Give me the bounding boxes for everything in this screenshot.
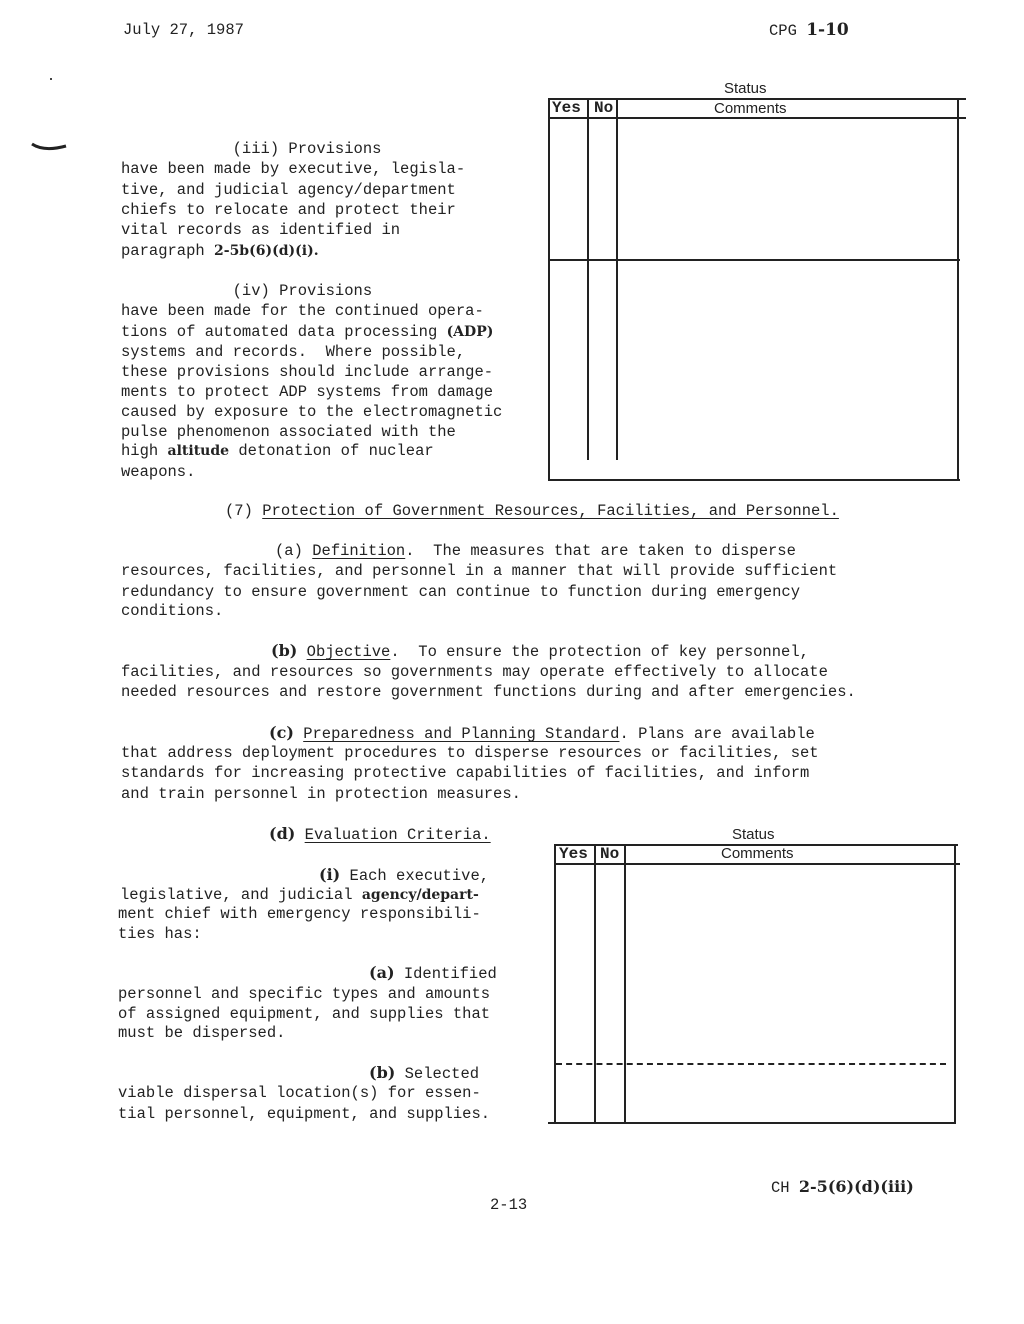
item-iv-line: ments to protect ADP systems from damage bbox=[121, 383, 494, 401]
para-b-heading: Objective bbox=[306, 643, 391, 661]
agency-department-word: agency/depart- bbox=[361, 887, 479, 903]
item-iv-line9-suffix: detonation of nuclear bbox=[229, 442, 434, 460]
para-d-label: (d) bbox=[269, 824, 296, 843]
para-a-label: (a) bbox=[275, 542, 313, 560]
item-iv-line: have been made for the continued opera- bbox=[121, 302, 484, 320]
item-iii-line: chiefs to relocate and protect their bbox=[121, 201, 456, 219]
para-a-line: conditions. bbox=[121, 602, 224, 620]
table1-top-border bbox=[548, 98, 966, 100]
item-d-i-a-line: of assigned equipment, and supplies that bbox=[118, 1005, 491, 1023]
item-iii-line: tive, and judicial agency/department bbox=[121, 181, 456, 199]
scan-dot bbox=[50, 78, 52, 80]
table1-row-divider bbox=[550, 259, 960, 261]
para-c-first-line bbox=[269, 723, 815, 744]
adp-abbreviation: (ADP) bbox=[446, 324, 494, 340]
para-b-line: needed resources and restore government functions during and after emergencies. bbox=[121, 683, 856, 701]
para-b-rest: . To ensure the protection of key personnel, bbox=[390, 643, 809, 661]
table1-right-border bbox=[957, 98, 959, 481]
item-d-i-a-line: must be dispersed. bbox=[118, 1024, 286, 1042]
item-iv-line: these provisions should include arrange- bbox=[121, 363, 494, 381]
item-d-i-a-rest: Identified bbox=[394, 965, 497, 983]
item-iii-last-line bbox=[121, 241, 319, 261]
item-d-i-rest: Each executive, bbox=[340, 867, 490, 885]
item-d-i-b-line: tial personnel, equipment, and supplies. bbox=[118, 1105, 491, 1123]
table1-bottom-border bbox=[548, 479, 960, 481]
table2-status-label: Status bbox=[732, 826, 775, 843]
section-7-number: (7) bbox=[225, 502, 263, 520]
section-7-heading bbox=[225, 501, 839, 521]
item-d-i-a-first-line bbox=[369, 963, 497, 984]
item-iv-line: pulse phenomenon associated with the bbox=[121, 423, 456, 441]
para-a-line: redundancy to ensure government can continue to function during emergency bbox=[121, 583, 801, 601]
section-7-title: Protection of Government Resources, Facilities, and Personnel. bbox=[262, 502, 839, 520]
para-c-label: (c) bbox=[269, 723, 294, 742]
item-d-i-line bbox=[120, 885, 479, 905]
para-c-line: standards for increasing protective capabilities of facilities, and inform bbox=[121, 764, 810, 782]
header-date: July 27, 1987 bbox=[123, 21, 244, 39]
para-c-line: and train personnel in protection measures. bbox=[121, 785, 521, 803]
item-d-i-b-rest: Selected bbox=[395, 1065, 480, 1083]
item-iii-line: (iii) Provisions bbox=[121, 140, 382, 158]
item-d-i-line2-prefix: legislative, and judicial bbox=[120, 886, 362, 904]
table2-row-divider bbox=[556, 1063, 946, 1065]
para-c-heading: Preparedness and Planning Standard bbox=[303, 725, 620, 743]
scan-mark bbox=[30, 140, 70, 154]
item-d-i-label: (i) bbox=[319, 865, 341, 884]
para-a-rest: . The measures that are taken to disperse bbox=[405, 542, 796, 560]
item-d-i-line: ties has: bbox=[118, 925, 202, 943]
table2-top-border bbox=[554, 844, 958, 846]
para-b-label: (b) bbox=[271, 641, 298, 660]
item-iv-line bbox=[121, 322, 493, 342]
change-section: 2-5(6)(d)(iii) bbox=[798, 1177, 914, 1196]
altitude-word: altitude bbox=[167, 443, 230, 459]
item-d-i-b-first-line bbox=[369, 1063, 479, 1084]
para-c-line: that address deployment procedures to disperse resources or facilities, set bbox=[121, 744, 819, 762]
item-iii-line: have been made by executive, legisla- bbox=[121, 160, 466, 178]
item-d-i-b-label: (b) bbox=[369, 1063, 396, 1082]
table1-no-label: No bbox=[594, 99, 614, 117]
table1-header-rule bbox=[548, 117, 966, 119]
table2-bottom-border bbox=[548, 1122, 956, 1124]
change-reference bbox=[771, 1177, 914, 1198]
item-d-i-b-line: viable dispersal location(s) for essen- bbox=[118, 1084, 481, 1102]
table2-right-border bbox=[954, 844, 956, 1124]
table2-no-label: No bbox=[600, 845, 620, 863]
table1-status-label: Status bbox=[724, 80, 767, 97]
para-b-first-line bbox=[271, 641, 809, 662]
item-d-i-first-line bbox=[319, 865, 489, 886]
table2-no-comments-divider bbox=[624, 844, 626, 1124]
item-iv-line: caused by exposure to the electromagnetic bbox=[121, 403, 503, 421]
item-iv-line bbox=[121, 441, 434, 461]
doc-id-prefix: CPG bbox=[769, 22, 807, 40]
table1-yes-label: Yes bbox=[552, 99, 581, 117]
header-doc-id bbox=[769, 20, 849, 41]
table1-left-border bbox=[548, 98, 550, 481]
table1-no-comments-divider bbox=[616, 98, 618, 460]
table2-left-border bbox=[554, 844, 556, 1124]
para-b-line: facilities, and resources so governments may operate effectively to allocate bbox=[121, 663, 828, 681]
para-a-first-line bbox=[275, 541, 796, 561]
table2-header-rule bbox=[554, 863, 960, 865]
item-iv-line: systems and records. Where possible, bbox=[121, 343, 466, 361]
page-number: 2-13 bbox=[490, 1196, 528, 1214]
item-iv-line: (iv) Provisions bbox=[121, 282, 373, 300]
change-prefix: CH bbox=[771, 1179, 799, 1197]
item-iii-line: vital records as identified in bbox=[121, 221, 401, 239]
para-d-heading: Evaluation Criteria. bbox=[304, 826, 491, 844]
item-iv-line9-prefix: high bbox=[121, 442, 168, 460]
table2-yes-no-divider bbox=[594, 844, 596, 1124]
paragraph-reference: 2-5b(6)(d)(i). bbox=[214, 243, 319, 259]
item-iv-line: weapons. bbox=[121, 463, 196, 481]
table1-yes-no-divider bbox=[587, 98, 589, 460]
table2-yes-label: Yes bbox=[559, 845, 588, 863]
para-c-rest: . Plans are available bbox=[619, 725, 815, 743]
para-d-heading-line bbox=[269, 824, 491, 845]
table1-comments-label: Comments bbox=[714, 100, 787, 117]
item-d-i-line: ment chief with emergency responsibili- bbox=[118, 905, 481, 923]
doc-id-number: 1-10 bbox=[806, 20, 849, 40]
item-d-i-a-line: personnel and specific types and amounts bbox=[118, 985, 491, 1003]
item-d-i-a-label: (a) bbox=[369, 963, 395, 982]
item-iii-last-prefix: paragraph bbox=[121, 242, 215, 260]
para-a-line: resources, facilities, and personnel in a manner that will provide sufficient bbox=[121, 562, 838, 580]
item-iv-line3-prefix: tions of automated data processing bbox=[121, 323, 447, 341]
para-a-heading: Definition bbox=[312, 542, 406, 560]
table2-comments-label: Comments bbox=[721, 845, 794, 862]
